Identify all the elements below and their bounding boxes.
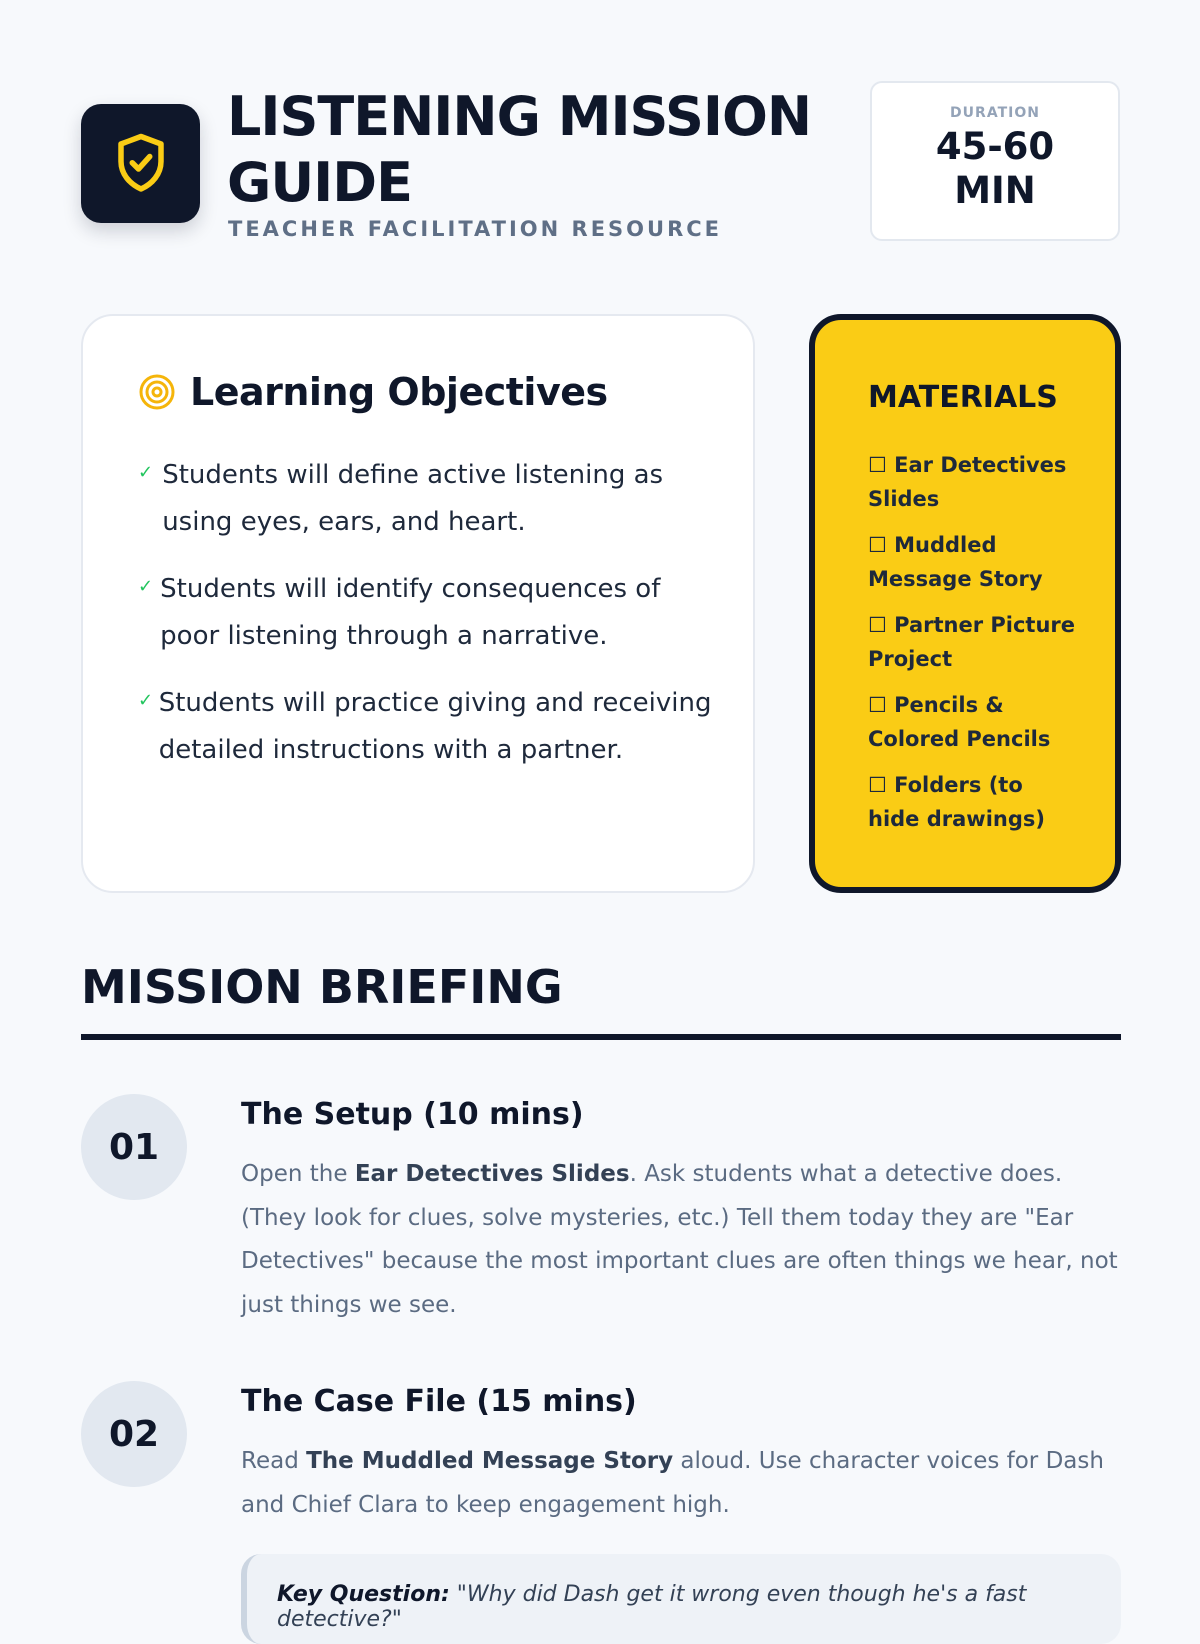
check-icon: ✓ — [138, 462, 154, 483]
page-subtitle: TEACHER FACILITATION RESOURCE — [228, 217, 723, 241]
objectives-title: Learning Objectives — [190, 370, 608, 414]
briefing-title: MISSION BRIEFING — [81, 960, 563, 1014]
check-icon: ✓ — [138, 576, 154, 597]
step-number-badge: 02 — [81, 1381, 187, 1487]
materials-item[interactable]: ☐ Muddled Message Story — [868, 533, 1043, 591]
step-number-badge: 01 — [81, 1094, 187, 1200]
step-text: aloud. Use character voices for Dash and Chief Clara to keep engagement high. — [241, 1448, 1104, 1518]
objective-text: Students will define active listening as using eyes, ears, and heart. — [162, 460, 664, 537]
materials-card — [809, 314, 1121, 893]
materials-item[interactable]: ☐ Partner Picture Project — [868, 613, 1076, 671]
list-item — [138, 566, 718, 660]
step-resource-name: The Muddled Message Story — [306, 1448, 674, 1474]
list-item — [138, 452, 718, 546]
materials-title: MATERIALS — [868, 380, 1058, 415]
learning-objectives-card — [81, 314, 755, 893]
duration-value: 45-60 MIN — [935, 125, 1055, 212]
materials-list — [868, 448, 1078, 848]
step-title: The Case File (15 mins) — [241, 1384, 637, 1419]
materials-item[interactable]: ☐ Pencils & Colored Pencils — [868, 693, 1051, 751]
objectives-header — [138, 370, 608, 414]
step-body — [241, 1440, 1121, 1527]
shield-check-icon — [111, 131, 171, 197]
duration-card — [870, 81, 1120, 241]
materials-item[interactable]: ☐ Ear Detectives Slides — [868, 453, 1067, 511]
briefing-divider — [81, 1034, 1121, 1040]
target-icon — [138, 373, 176, 411]
step-text: Read — [241, 1448, 307, 1474]
key-question-label: Key Question: — [277, 1582, 450, 1607]
page-title: LISTENING MISSION GUIDE — [227, 85, 812, 214]
step-text: . Ask students what a detective does. (They look for clues, solve mysteries, etc.) Tell them today they are "Ear Detectives" because the most important clues are often things we hear, not just things we see. — [241, 1161, 1118, 1318]
check-icon: ✓ — [138, 690, 154, 711]
step-resource-name: Ear Detectives Slides — [354, 1161, 630, 1187]
step-title: The Setup (10 mins) — [241, 1097, 584, 1132]
list-item — [138, 680, 718, 774]
objective-text: Students will identify consequences of poor listening through a narrative. — [160, 574, 661, 651]
objective-text: Students will practice giving and receiving detailed instructions with a partner. — [158, 688, 712, 765]
logo-badge — [81, 104, 200, 223]
step-text: Open the — [241, 1161, 355, 1187]
materials-item[interactable]: ☐ Folders (to hide drawings) — [868, 773, 1045, 831]
objectives-list — [138, 452, 718, 794]
step-body — [241, 1153, 1121, 1327]
duration-label: DURATION — [950, 105, 1040, 121]
key-question-text: "Why did Dash get it wrong even though he's a fast detective?" — [277, 1582, 1027, 1632]
key-question-callout — [241, 1554, 1121, 1644]
